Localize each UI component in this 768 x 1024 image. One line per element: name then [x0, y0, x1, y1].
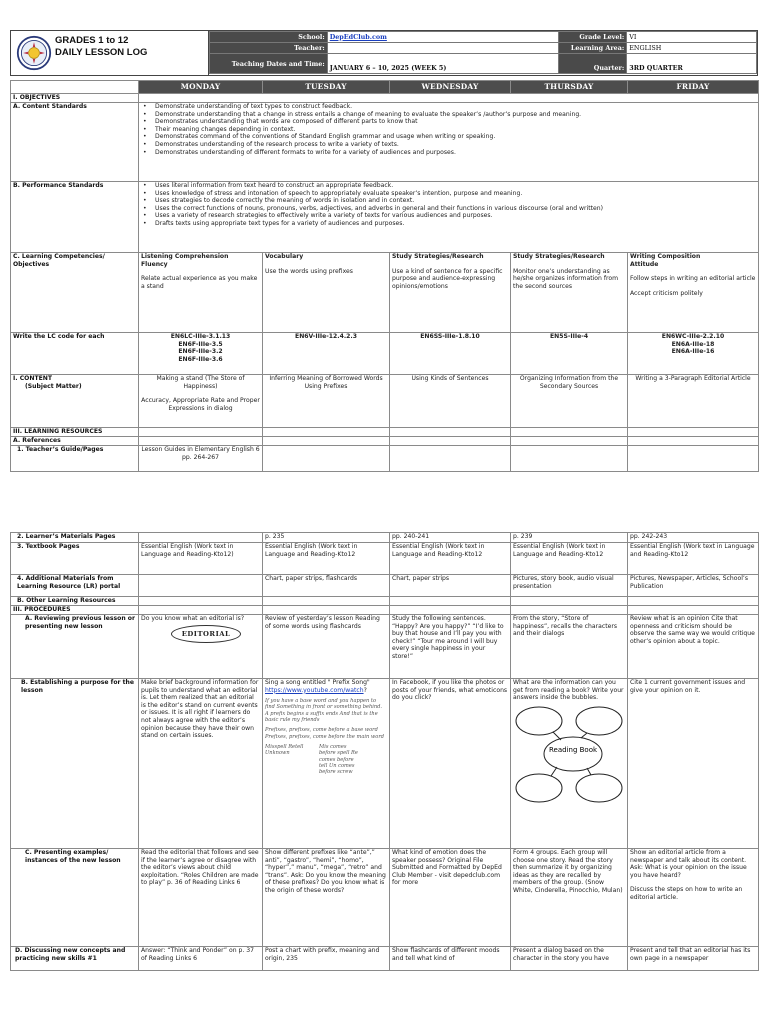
- song-words: Misspell Retell Unknown: [265, 743, 304, 757]
- list-item: • Uses strategies to decode correctly the meaning of words in isolation and in context.: [155, 197, 756, 205]
- lc-code: EN6A-IIIe-16: [671, 348, 715, 356]
- list-item: • Demonstrates understanding of different formats to write for a variety of audiences and purposes.: [155, 149, 756, 157]
- resources-label: III. LEARNING RESOURCES: [11, 428, 139, 437]
- additional-materials-friday: Pictures, Newspaper, Articles, School’s Publication: [628, 575, 759, 597]
- competency-text: Use a kind of sentence for a specific purpose and audience-expressing opinions/emotions: [392, 267, 503, 290]
- content-thursday: Organizing Information from the Secondary Sources: [511, 375, 628, 428]
- grade-label: Grade Level:: [559, 32, 627, 43]
- procedure-a-friday: Review what is an opinion Cite that openness and criticism should be observe the same way we would critique other’s opinion about a topic.: [628, 615, 759, 679]
- list-item: • Uses the correct functions of nouns, pronouns, verbs, adjectives, and adverbs in general and their functions in various discourse (oral and written): [155, 205, 756, 213]
- competency-monday: [139, 253, 263, 333]
- competency-thursday: [511, 253, 628, 333]
- procedure-c-friday: [628, 849, 759, 947]
- procedure-a-tuesday: Review of yesterday’s lesson Reading of some words using flashcards: [263, 615, 390, 679]
- school-value: [327, 32, 559, 43]
- content-text: Making a stand (The Store of Happiness): [156, 375, 245, 390]
- competency-title: Writing Composition: [630, 253, 701, 260]
- procedure-d-tuesday: Post a chart with prefix, meaning and origin, 235: [263, 947, 390, 971]
- school-label: School:: [210, 32, 328, 43]
- competency-tuesday: [263, 253, 390, 333]
- area-value: ENGLISH: [627, 43, 757, 54]
- lc-code: EN6WC-IIIe-2.2.10: [661, 333, 725, 340]
- procedure-d-label: D. Discussing new concepts and practicing new skills #1: [11, 947, 139, 971]
- lc-code-tuesday: EN6V-IIIe-12.4.2.3: [263, 333, 390, 375]
- procedure-c-label: C. Presenting examples/ instances of the new lesson: [11, 849, 139, 947]
- lc-code: EN6A-IIIe-18: [671, 340, 715, 348]
- bubble-map-graphic: [513, 704, 625, 806]
- procedure-text: Discuss the steps on how to write an editorial article.: [630, 886, 743, 901]
- procedures-label: III. PROCEDURES: [11, 606, 139, 615]
- header-title-line2: DAILY LESSON LOG: [55, 47, 148, 58]
- procedure-b-friday: Cite 1 current government issues and give your opinion on it.: [628, 679, 759, 849]
- procedure-b-wednesday: In Facebook, if you like the photos or posts of your friends, what emoticons do you click?: [390, 679, 511, 849]
- procedure-b-tuesday: [263, 679, 390, 849]
- procedure-text: Do you know what an editorial is?: [141, 615, 245, 622]
- prefix-song-image: [265, 698, 387, 775]
- procedure-text: Sing a song entitled " Prefix Song": [265, 679, 370, 686]
- references-label: A. References: [11, 437, 139, 446]
- list-item: • Demonstrate understanding that a change in stress entails a change of meaning to evaluate the speaker’s /author’s purpose and meaning.: [155, 111, 756, 119]
- list-item: • Demonstrate understanding of text types to construct feedback.: [155, 103, 756, 111]
- performance-standards-label: B. Performance Standards: [11, 182, 139, 253]
- prefix-song-link[interactable]: https://www.youtube.com/watch: [265, 686, 364, 694]
- quarter-label: Quarter:: [559, 54, 627, 74]
- content-standards-label: A. Content Standards: [11, 103, 139, 182]
- header-title-line1: GRADES 1 to 12: [55, 35, 129, 46]
- teachers-guide-label: 1. Teacher’s Guide/Pages: [11, 446, 139, 472]
- competency-text: Monitor one’s understanding as he/she organizes information from the second sources: [513, 267, 619, 290]
- textbook-label: 3. Textbook Pages: [11, 543, 139, 575]
- competencies-label: C. Learning Competencies/ Objectives: [11, 253, 139, 333]
- additional-materials-tuesday: Chart, paper strips, flashcards: [263, 575, 390, 597]
- grade-value: VI: [627, 32, 757, 43]
- day-thursday: THURSDAY: [511, 81, 628, 94]
- procedure-a-wednesday: Study the following sentences. “Happy? Are you happy?” “I’d like to buy that house and I’ll pay you with check!” “Tour me around I will buy every single happiness in your store!”: [390, 615, 511, 679]
- competency-wednesday: [390, 253, 511, 333]
- procedure-a-monday: [139, 615, 263, 679]
- objectives-label: I. OBJECTIVES: [11, 94, 139, 103]
- teachers-guide-monday: Lesson Guides in Elementary English 6 pp. 264-267: [139, 446, 263, 472]
- content-monday: [139, 375, 263, 428]
- lesson-log-table-part2: [10, 532, 759, 971]
- content-friday: Writing a 3-Paragraph Editorial Article: [628, 375, 759, 428]
- content-text: Accuracy, Appropriate Rate and Proper Expressions in dialog: [141, 397, 260, 412]
- competency-text: Follow steps in writing an editorial article: [630, 275, 756, 283]
- content-standards-cell: [139, 103, 759, 182]
- procedure-a-label: A. Reviewing previous lesson or presenting new lesson: [11, 615, 139, 679]
- learners-materials-friday: pp. 242-243: [628, 533, 759, 543]
- corner-cell: [11, 81, 139, 94]
- lc-code-friday: [628, 333, 759, 375]
- performance-standards-cell: [139, 182, 759, 253]
- competency-text: Use the words using prefixes: [265, 267, 353, 275]
- song-lyrics: Prefixes, prefixes, come before a base word Prefixes, prefixes, come before the main word: [265, 727, 385, 740]
- content-wednesday: Using Kinds of Sentences: [390, 375, 511, 428]
- day-friday: FRIDAY: [628, 81, 759, 94]
- textbook-tuesday: Essential English (Work text in Language and Reading-Kto12: [263, 543, 390, 575]
- additional-materials-thursday: Pictures, story book, audio visual presentation: [511, 575, 628, 597]
- procedure-b-monday: Make brief background information for pupils to understand what an editorial is. Let them realized that an editorial is the editor’s stand on current events or issues. It is all right if learners do not always agree with the editor’s opinion because they have their own stand on certain issues.: [139, 679, 263, 849]
- lc-code: EN6F-IIIe-3.6: [178, 355, 223, 363]
- list-item: • Demonstrates command of the conventions of Standard English grammar and usage when writing or speaking.: [155, 133, 756, 141]
- list-item: • Demonstrates understanding that words are composed of different parts to know that: [155, 118, 756, 126]
- list-item: • Uses literal information from text heard to construct an appropriate feedback.: [155, 182, 756, 190]
- other-resources-label: B. Other Learning Resources: [11, 597, 139, 606]
- list-item: • Drafts texts using appropriate text types for a variety of audiences and purposes.: [155, 220, 756, 228]
- day-monday: MONDAY: [139, 81, 263, 94]
- procedure-c-tuesday: Show different prefixes like “ante”,” anti”, “gastro”, “hemi”, “homo”, “hyper”,” manu”, “mega”, “retro” and “trans”. Ask: Do you know the meaning of these prefixes? Do you know what is the origin of these words?: [263, 849, 390, 947]
- dates-value: JANUARY 6 – 10, 2025 (WEEK 5): [327, 54, 559, 74]
- competency-text: Relate actual experience as you make a stand: [141, 275, 258, 290]
- header-title-block: [11, 31, 209, 75]
- lc-code: EN6LC-IIIe-3.1.13: [170, 333, 231, 340]
- procedure-a-thursday: From the story, “Store of happiness”, recalls the characters and their dialogs: [511, 615, 628, 679]
- learners-materials-tuesday: p. 235: [263, 533, 390, 543]
- competency-text: Accept criticism politely: [630, 289, 703, 297]
- list-item: • Uses knowledge of stress and intonation of speech to appropriately evaluate speaker’s intention, purpose and meaning.: [155, 190, 756, 198]
- header-meta-table: [209, 31, 757, 74]
- learners-materials-label: 2. Learner’s Materials Pages: [11, 533, 139, 543]
- lc-code-monday: [139, 333, 263, 375]
- procedure-b-thursday: [511, 679, 628, 849]
- procedure-d-wednesday: Show flashcards of different moods and tell what kind of: [390, 947, 511, 971]
- bubble-center-label: Reading Book: [548, 745, 598, 754]
- learners-materials-wednesday: pp. 240-241: [390, 533, 511, 543]
- lc-code-wednesday: EN6SS-IIIe-1.8.10: [390, 333, 511, 375]
- competency-title: Study Strategies/Research: [513, 253, 605, 260]
- competency-subtitle: Fluency: [141, 260, 168, 268]
- area-label: Learning Area:: [559, 43, 627, 54]
- list-item: • Demonstrates understanding of the research process to write a variety of texts.: [155, 141, 756, 149]
- lc-code: EN6F-IIIe-3.5: [178, 340, 223, 348]
- quarter-value: 3RD QUARTER: [627, 54, 757, 74]
- song-words: Mis comes before spell Re comes before tell Un comes before screw: [319, 743, 358, 776]
- content-sublabel: (Subject Matter): [25, 382, 82, 390]
- procedure-d-monday: Answer: “Think and Ponder” on p. 37 of Reading Links 6: [139, 947, 263, 971]
- teacher-value: [327, 43, 559, 54]
- content-tuesday: Inferring Meaning of Borrowed Words Using Prefixes: [263, 375, 390, 428]
- school-link[interactable]: DepEdClub.com: [329, 32, 387, 41]
- procedure-b-label: B. Establishing a purpose for the lesson: [11, 679, 139, 849]
- additional-materials-wednesday: Chart, paper strips: [390, 575, 511, 597]
- learners-materials-thursday: p. 239: [511, 533, 628, 543]
- procedure-c-monday: Read the editorial that follows and see if the learner’s agree or disagree with the editor’s views about child exploitation. “Roles Children are made to play” p. 36 of Reading Links 6: [139, 849, 263, 947]
- competency-title: Vocabulary: [265, 253, 304, 260]
- procedure-c-thursday: Form 4 groups. Each group will choose one story. Read the story then summarize it by organizing ideas as they are recalled by members of the group. (Snow White, Cinderella, Pinocchio, Mulan): [511, 849, 628, 947]
- competency-title: Listening Comprehension: [141, 253, 229, 260]
- day-wednesday: WEDNESDAY: [390, 81, 511, 94]
- competency-title: Study Strategies/Research: [392, 253, 484, 260]
- procedure-text-suffix: ?: [363, 686, 367, 694]
- day-tuesday: TUESDAY: [263, 81, 390, 94]
- procedure-d-thursday: Present a dialog based on the character in the story you have: [511, 947, 628, 971]
- textbook-monday: Essential English (Work text in Language and Reading-Kto12): [139, 543, 263, 575]
- additional-materials-label: 4. Additional Materials from Learning Resource (LR) portal: [11, 575, 139, 597]
- textbook-friday: Essential English (Work text in Language and Reading-Kto12: [628, 543, 759, 575]
- procedure-c-wednesday: What kind of emotion does the speaker possess? Original File Submitted and Formatted by DepEd Club Member - visit depedclub.com for more: [390, 849, 511, 947]
- dates-label: Teaching Dates and Time:: [210, 54, 328, 74]
- lesson-log-header: [10, 30, 758, 76]
- lc-code-thursday: EN5S-IIIe-4: [511, 333, 628, 375]
- procedure-text: Show an editorial article from a newspaper and talk about its content. Ask: What is your opinion on the issue you have heard?: [630, 849, 747, 879]
- content-label: I. CONTENT: [13, 375, 53, 382]
- list-item: • Uses a variety of research strategies to effectively write a variety of texts for various audiences and purposes.: [155, 212, 756, 220]
- textbook-wednesday: Essential English (Work text in Language and Reading-Kto12: [390, 543, 511, 575]
- competency-subtitle: Attitude: [630, 260, 659, 268]
- textbook-thursday: Essential English (Work text in Language and Reading-Kto12: [511, 543, 628, 575]
- procedure-text: What are the information can you get from reading a book? Write your answers inside the bubbles.: [513, 679, 624, 702]
- lc-code: EN6F-IIIe-3.2: [178, 348, 223, 356]
- deped-seal-icon: [15, 35, 53, 71]
- procedure-d-friday: Present and tell that an editorial has its own page in a newspaper: [628, 947, 759, 971]
- teacher-label: Teacher:: [210, 43, 328, 54]
- day-header-row: [11, 81, 759, 94]
- lesson-log-table-part1: [10, 80, 759, 472]
- list-item: • Their meaning changes depending in context.: [155, 126, 756, 134]
- lc-code-label: Write the LC code for each: [11, 333, 139, 375]
- competency-friday: [628, 253, 759, 333]
- content-label-cell: [11, 375, 139, 428]
- song-lyrics: If you have a base word and you happen to find Something in front or something behind. A prefix begins a suffix ends And that is the basic rule my friends: [265, 698, 383, 724]
- editorial-oval-graphic: EDITORIAL: [171, 625, 241, 643]
